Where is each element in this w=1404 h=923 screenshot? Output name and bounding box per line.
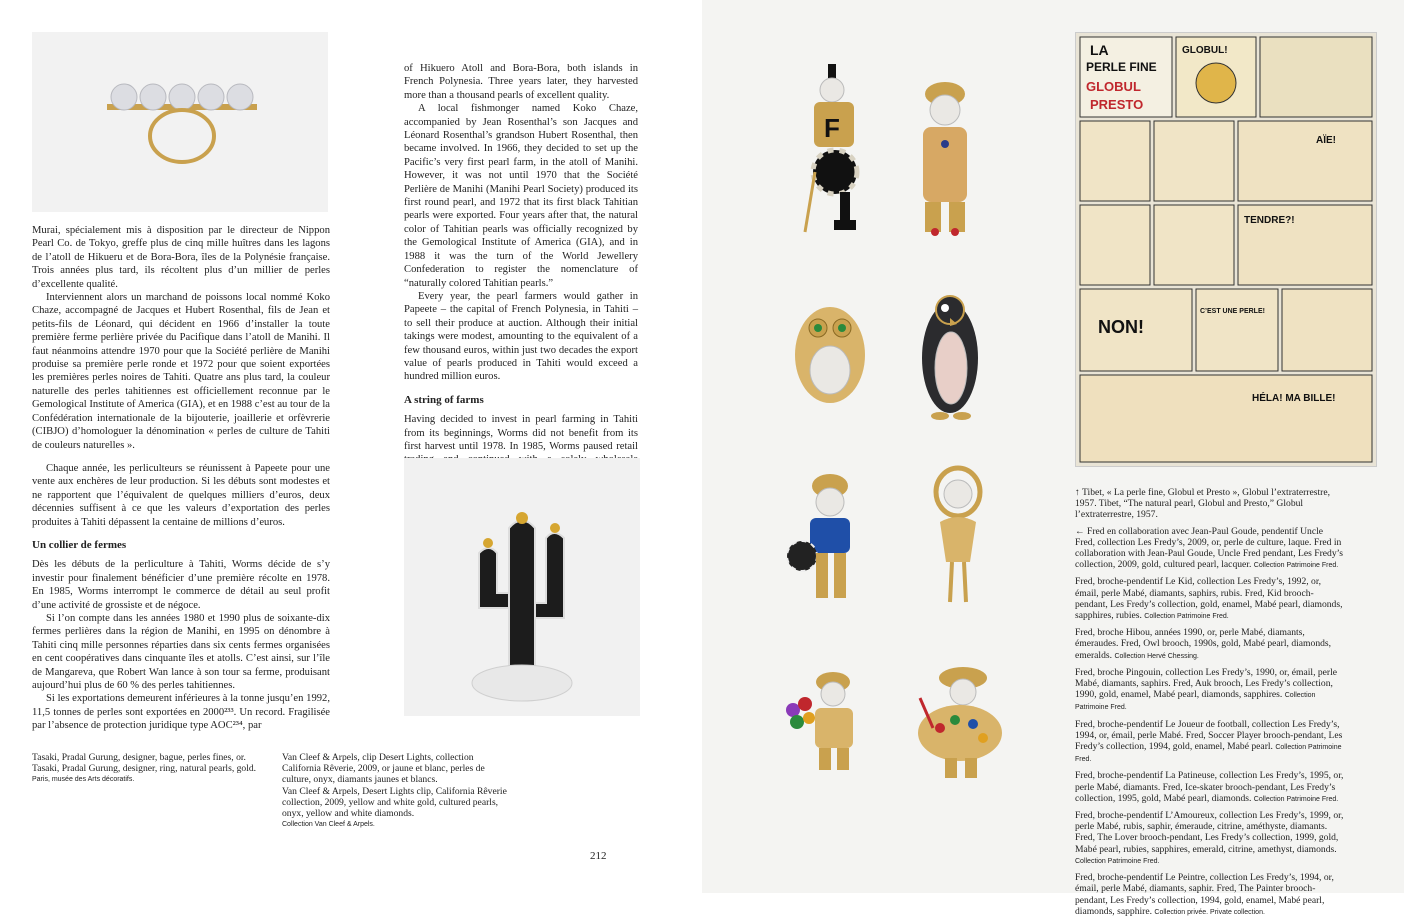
paragraph: Having decided to invest in pearl farming in Tahiti from its beginnings, Worms did not benefit from its first harvest until 1978. In 1985, Worms paused retail [404,414,638,452]
paragraph: Si l’on compte dans les années 1980 et 1990 plus de soixante-dix fermes perlières dans la région de Manihi, en 1995 on dénombre à Tahiti cinq mille personnes réparties dans six cents fermes organisées en cent coopératives dans cinquante îles et atolls. C’est ainsi, sur l’île de Mangareva, que Robert Wan lance à son tour sa ferme, produisant aujourd’hui plus de 60 % des perles tahitiennes. [32,612,330,691]
cactus-clip-photo [404,458,640,716]
auk-caption: Fred, broche Pingouin, collection Les Fredy’s, 1990, or, émail, perle Mabé, diamants, saphirs. Fred, Auk brooch, Les Fredy’s collection, 1990, gold, enamel, Mabé pearl, diamonds, sapphires. Collection Patrimoine Fred. [1075,666,1338,712]
svg-text:F: F [824,113,840,143]
painter-brooch [905,658,1015,783]
painter-caption: Fred, broche-pendentif Le Peintre, collection Les Fredy’s, 1994, or, émail, perle Mabé, diamants, saphir. Fred, The Painter brooch-pendant, Les Fredy’s collection, 1994, gold, enamel, Mabé pearl, diamonds, sapphire. Collection privée. Private collection. [1075,872,1334,917]
section-heading: A string of farms [404,393,484,406]
soccer-player-caption: Fred, broche-pendentif Le Joueur de football, collection Les Fredy’s, 1994, or, émail, perle Mabé. Fred, Soccer Player brooch-pendant, Les Fredy’s collection, 1994, gold, enamel, Mabé pearl. Collection Patrimoine Fred. [1075,718,1343,764]
kid-brooch [905,72,985,237]
comic-bubble: C’EST UNE PERLE! [1200,308,1265,315]
pearl-ring-photo [32,32,328,212]
comic-caption: ↑ Tibet, « La perle fine, Globul et Presto », Globul l’extraterrestre, 1957. Tibet, “The natural pearl, Globul and Presto,” Globul l’extraterrestre, 1957. [1075,487,1330,521]
caption-fr: Tasaki, Pradal Gurung, designer, bague, perles fines, or. [32,752,246,763]
lover-brooch [775,660,870,775]
french-text-column [32,224,330,733]
cactus-clip-image [404,458,640,716]
pearl-ring-image [32,32,328,212]
auk-brooch [915,288,985,423]
kid-caption: Fred, broche-pendentif Le Kid, collection Les Fredy’s, 1992, or, émail, perle Mabé, diamants, saphirs, rubis. Fred, Kid brooch-pendant, Les Fredy’s collection, gold, enamel, Mabé pearl, diamonds, sapphires, rubies. Collection Patrimoine Fred. [1075,576,1343,622]
photo-credit: Paris, musée des Arts décoratifs. [32,776,135,784]
paragraph: Si les exportations demeurent inférieures à la tonne jusqu’en 1992, 11,5 tonnes de perles sont exportées en 2000²³³. Un record. Fragilisée par l’absence de protection juridique type AOC²³⁴, par [32,693,330,732]
ice-skater-caption: Fred, broche-pendentif La Patineuse, collection Les Fredy’s, 1995, or, perle Mabé, diamants. Fred, Ice-skater brooch-pendant, Les Fredy’s collection, 1995, gold, Mabé pearl, diamonds. Collection Patrimoine Fred. [1075,770,1344,804]
paragraph: Interviennent alors un marchand de poissons local nommé Koko Chaze, accompagné de Jacques et Hubert Rosenthal, fils de Jean et petits-fils de Léonard, qui décident en 1966 d’installer la toute première ferme perlière privée du Pacifique dans l’atoll de Manihi. Il faut néanmoins attendre 1970 pour que la Société perlière de Manihi produise sa première perle ronde et 1972 pour que soient exportées les premières perles noires de Tahiti. Quatre ans plus tard, la couleur naturelle des perles tahitiennes est officiellement reconnue par le Gemological Institute of America (GIA), et en 1988 c’est au tour de la Confédération internationale de la bijouterie, joaillerie et orfèvrerie (CIBJO) d’homologuer la dénomination « perles de culture de Tahiti de couleurs naturelles ». [32,292,330,451]
photo-credit: Collection Van Cleef & Arpels. [282,821,375,829]
caption-en: Tasaki, Pradal Gurung, designer, ring, natural pearls, gold. [32,763,257,775]
uncle-fred-pendant [790,62,880,242]
comic-title-presto: PRESTO [1090,97,1144,112]
ice-skater-brooch [920,462,995,612]
cactus-caption [282,752,512,830]
section-heading: Un collier de fermes [32,538,127,551]
comic-title-perle: PERLE FINE [1086,60,1157,74]
comic-title-la: LA [1090,42,1109,58]
lover-caption: Fred, broche-pendentif L’Amoureux, collection Les Fredy’s, 1999, or, perle Mabé, rubis, saphir, émeraude, citrine, améthyste, diamants. Fred, The Lover brooch-pendant, Les Fredy’s collection, 1999, gold, Mabé pearl, rubies, sapphires, emerald, citrine, amethyst, diamonds. Collection Patrimoine Fred. [1075,810,1344,865]
comic-strip [1076,33,1376,466]
paragraph: Every year, the pearl farmers would gather in Papeete – the capital of French Polynesia, in Tahiti – to sell their produce at auction. Although their initial takings were modest, amounting to the equivalent of a few thousand euros, within just two decades the export value of pearls produced in Tahiti would exceed a hundred million euros. [404,290,638,383]
paragraph: Murai, spécialement mis à disposition par le directeur de Nippon Pearl Co. de Tokyo, greffe plus de cinq mille huîtres dans les lagons de l’atoll de Hikueru et de Bora-Bora, îles de la Polynésie française. Trois années plus tard, ils récoltent plus d’un millier de perles d’excellente qualité. [32,225,330,290]
left-page [0,0,702,893]
paragraph: Chaque année, les perliculteurs se réunissent à Papeete pour une vente aux enchères de leur production. Si les débuts sont modestes et ne rapportent que l’équivalent de quelques milliers d’euros, deux décennies suffisent à ce que les valeurs d’exportation des perles produites à Tahiti dépassent la centaine de millions d’euros. [32,462,330,528]
ring-caption [32,752,267,786]
paragraph: Dès les débuts de la perliculture à Tahiti, Worms décide de s’y investir pour finalement bénéficier d’une première récolte en 1978. En 1985, Worms interrompt le commerce de détail au seul profit d’une activité de grossiste et de négoce. [32,559,330,611]
page-number: 212 [590,850,607,862]
paragraph: of Hikuero Atoll and Bora-Bora, both islands in French Polynesia. Three years later, they harvested more than a thousand pearls of excellent quality. [404,63,638,101]
comic-bubble: AÏE! [1316,135,1336,146]
soccer-player-brooch [780,468,875,608]
comic-page-image [1075,32,1377,467]
comic-title-globul: GLOBUL [1086,79,1141,94]
comic-bubble: HÉLA! MA BILLE! [1252,393,1336,404]
caption-en: Van Cleef & Arpels, Desert Lights clip, California Rêverie collection, 2009, yellow and white gold, cultured pearls, onyx, yellow and white diamonds. [282,785,507,820]
comic-bubble: TENDRE?! [1244,215,1295,226]
owl-caption: Fred, broche Hibou, années 1990, or, perle Mabé, diamants, émeraudes. Fred, Owl brooch, 1990s, gold, Mabé pearl, diamonds, emeralds. Collection Hervé Chessing. [1075,627,1332,661]
comic-bubble: GLOBUL! [1182,45,1228,56]
english-text-column [404,62,638,480]
paragraph: A local fishmonger named Koko Chaze, accompanied by Jean Rosenthal’s son Jacques and Léonard Rosenthal’s grandson Hubert Rosenthal, then became involved. In 1966, they decided to set up the Pacific’s very first pearl farm, in the atoll of Manihi. However, it was not until 1970 that the Société Perlière de Manihi (Manihi Pearl Society) produced its first round pearl, and 1972 that its first black Tahitian pearls were exported. Four years after that, the natural color of Tahitian pearls was officially recognized by the Gemological Institute of America (GIA), and in 1988 it was the turn of the World Jewellery Confederation to register the nomenclature of “naturally colored Tahitian pearls.” [404,103,638,289]
comic-bubble: NON! [1098,317,1144,337]
caption-fr: Van Cleef & Arpels, clip Desert Lights, collection California Rêverie, 2009, or jaune et blanc, perles de culture, onyx, diamants jaunes et blancs. [282,752,485,786]
uncle-fred-caption: ← Fred en collaboration avec Jean-Paul Goude, pendentif Uncle Fred, collection Les Fredy’s, 2009, or, perle de culture, laque. Fred in collaboration with Jean-Paul Goude, Uncle Fred pendant, Les Fredy’s collection, 2009, gold, cultured pearl, lacquer. Collection Patrimoine Fred. [1075,525,1344,571]
right-captions [1075,487,1345,923]
owl-brooch [790,300,870,410]
